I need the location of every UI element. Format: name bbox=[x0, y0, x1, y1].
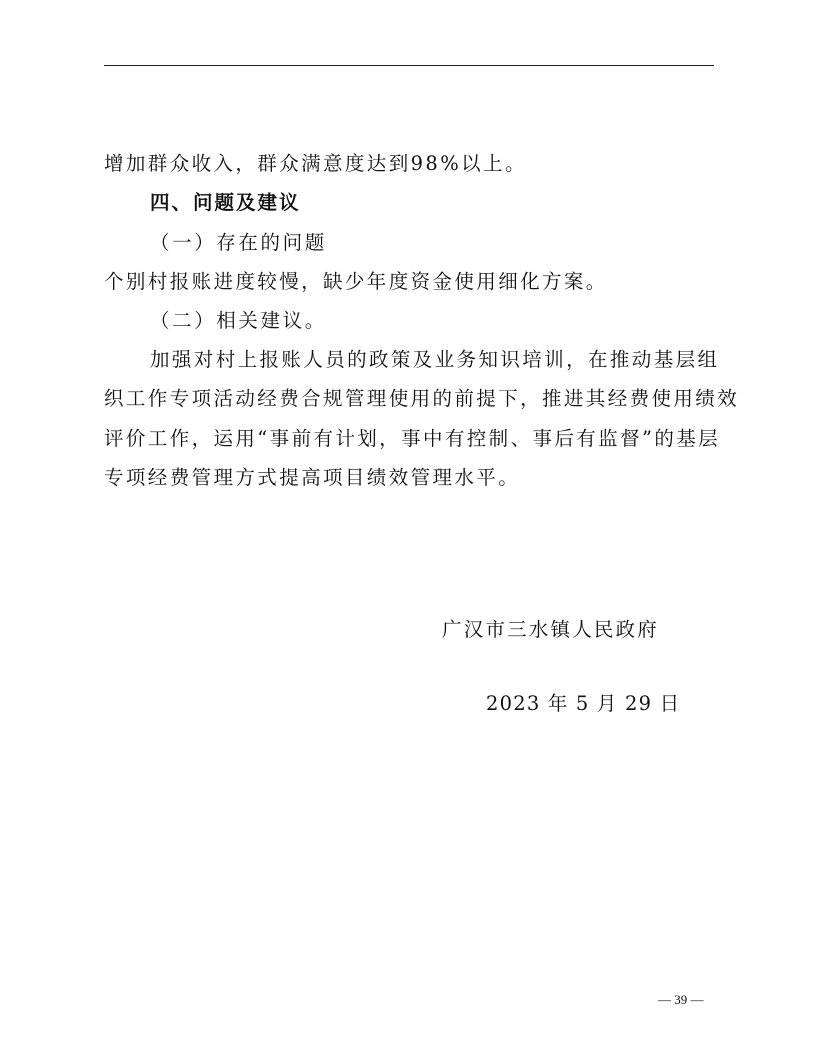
section-heading-problems-suggestions: 四、问题及建议 bbox=[150, 191, 301, 214]
subsection-heading-existing-problems: （一）存在的问题 bbox=[150, 231, 327, 254]
issue-date: 2023 年 5 月 29 日 bbox=[486, 692, 681, 715]
header-rule bbox=[104, 65, 714, 66]
body-text-line: 织工作专项活动经费合规管理使用的前提下，推进其经费使用绩效 bbox=[104, 387, 740, 410]
issuer-signature: 广汉市三水镇人民政府 bbox=[442, 618, 660, 641]
body-text-line: 个别村报账进度较慢，缺少年度资金使用细化方案。 bbox=[104, 270, 608, 293]
body-text-line: 增加群众收入，群众满意度达到98%以上。 bbox=[104, 152, 527, 175]
page-number: — 39 — bbox=[658, 992, 704, 1007]
subsection-heading-related-suggestions: （二）相关建议。 bbox=[150, 309, 327, 332]
body-text-line: 加强对村上报账人员的政策及业务知识培训，在推动基层组 bbox=[150, 348, 720, 371]
body-text-line: 评价工作，运用“事前有计划，事中有控制、事后有监督”的基层 bbox=[104, 427, 721, 450]
body-text-line: 专项经费管理方式提高项目绩效管理水平。 bbox=[104, 466, 521, 489]
